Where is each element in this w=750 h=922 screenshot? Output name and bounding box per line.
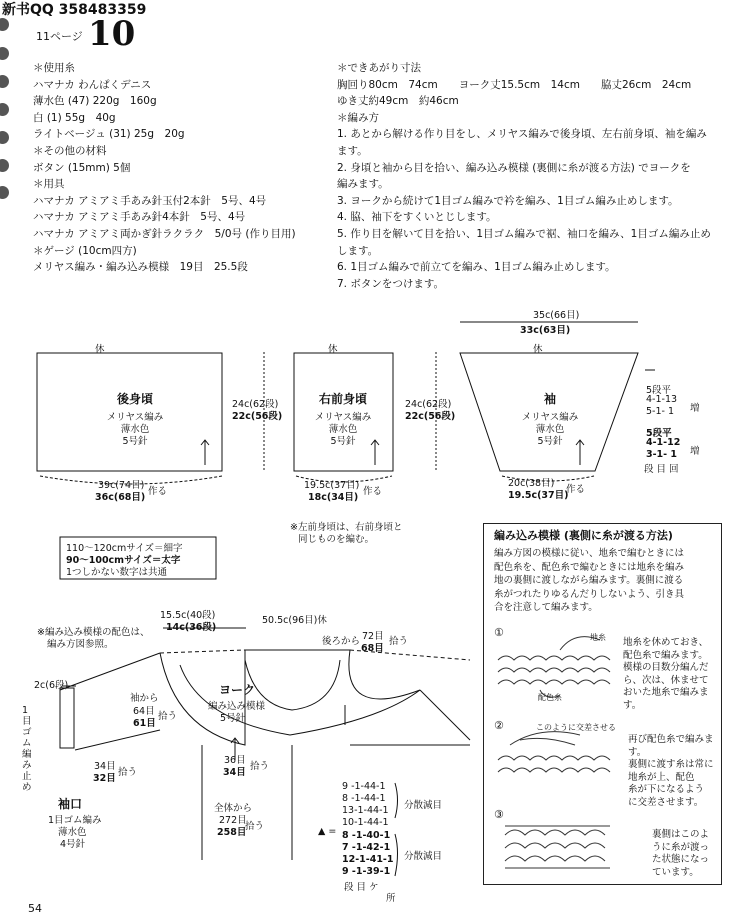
sleeve-pick: 拾う bbox=[158, 711, 178, 722]
step1-ji: 地糸 bbox=[590, 633, 606, 642]
step1-hai: 配色糸 bbox=[538, 693, 562, 702]
sleeve-from: 袖から bbox=[130, 693, 159, 704]
cuff-count-2: 32目 bbox=[93, 773, 116, 784]
cuff-bind-off: 1目ゴム編み止め bbox=[22, 705, 32, 793]
panel-intro-line: 地の裏側に渡しながら編みます。裏側に渡る bbox=[494, 575, 684, 586]
step2-line: 裏側に渡す糸は常に bbox=[628, 759, 714, 770]
step2-line: 再び配色糸で編みま bbox=[628, 734, 714, 745]
sleeve-inc-legend: 段 目 回 bbox=[644, 464, 679, 475]
sleeve-zou-2: 増 bbox=[690, 446, 700, 457]
cuff-needle: 4号針 bbox=[60, 839, 86, 850]
decrease-row: 13-1-44-1 bbox=[342, 805, 389, 816]
back-color: 薄水色 bbox=[120, 424, 150, 435]
decrease-label-2: 分散減目 bbox=[404, 851, 443, 862]
from-back: 後ろから bbox=[322, 636, 361, 647]
panel-intro-line: 糸がつれたりゆるんだりしないよう、引き具 bbox=[494, 588, 685, 600]
yoke-height-2: 14c(36段) bbox=[166, 622, 217, 633]
all-pick: 拾う bbox=[245, 821, 265, 832]
decrease-row: 8 -1-40-1 bbox=[342, 830, 391, 841]
materials-line: ハマナカ アミアミ手あみ針4本針 5号、4号 bbox=[33, 211, 246, 224]
back-width-2: 36c(68目) bbox=[95, 492, 146, 503]
sleeve-inc-5: 4-1-12 bbox=[646, 437, 681, 448]
step1-line: ら、次は、休ませて bbox=[623, 674, 709, 686]
decrease-label-1: 分散減目 bbox=[404, 800, 443, 811]
materials-line: 薄水色 (47) 220g 160g bbox=[33, 95, 157, 108]
step1-line: 地糸を休めておき、 bbox=[623, 637, 709, 648]
yoke-c-pick: 拾う bbox=[250, 761, 270, 772]
yoke-c-2: 34目 bbox=[223, 767, 246, 778]
body-height-2: 22c(56段) bbox=[232, 411, 283, 422]
sleeve-inc-1: 5段平 bbox=[646, 385, 672, 396]
step2-line: 地糸が上、配色 bbox=[628, 771, 695, 783]
cuff-pick: 拾う bbox=[118, 767, 138, 778]
cuff-count-1: 34目 bbox=[94, 761, 116, 772]
panel-intro-line: 合を注意して編みます。 bbox=[494, 602, 598, 613]
step2-line: す。 bbox=[628, 746, 647, 758]
sleeve-needle: 5号針 bbox=[537, 436, 563, 447]
front-width-1: 19.5c(37目) bbox=[304, 480, 360, 491]
back-pick: 拾う bbox=[389, 636, 409, 647]
back-stitch: メリヤス編み bbox=[106, 412, 164, 423]
back-count-1: 72目 bbox=[362, 631, 384, 642]
cuff-height: 2c(6段) bbox=[34, 680, 69, 691]
sleeve-yasumi: 休 bbox=[533, 344, 543, 355]
instruction-line: ゆき丈約49cm 約46cm bbox=[337, 95, 459, 108]
panel-title: 編み込み模様 (裏側に糸が渡る方法) bbox=[494, 529, 673, 542]
instruction-line: 胸回り80cm 74cm ヨーク丈15.5cm 14cm 脇丈26cm 24cm bbox=[337, 78, 692, 91]
sleeve-width-1: 20c(38目) bbox=[508, 478, 555, 489]
instruction-line: 3. ヨークから続けて1目ゴム編みで衿を編み、1目ゴム編み止めします。 bbox=[337, 194, 679, 207]
instruction-line: 5. 作り目を解いて目を拾い、1目ゴム編みで裾、袖口を編み、1目ゴム編み止め bbox=[337, 227, 711, 240]
sleeve-inc-4: 5段平 bbox=[646, 428, 672, 439]
step3-line: 裏側はこのよ bbox=[652, 829, 710, 840]
instruction-line: 6. 1目ゴム編みで前立てを編み、1目ゴム編み止めします。 bbox=[337, 261, 616, 274]
materials-line: ＊その他の材料 bbox=[33, 144, 107, 157]
decrease-row: 8 -1-44-1 bbox=[342, 793, 386, 804]
decrease-row: 9 -1-39-1 bbox=[342, 866, 391, 877]
instruction-line: ＊編み方 bbox=[337, 111, 379, 124]
decrease-row: 9 -1-44-1 bbox=[342, 781, 386, 792]
step1-line: おいた地糸で編みま bbox=[623, 687, 709, 698]
back-count-2: 68目 bbox=[361, 643, 384, 654]
step3-line: ています。 bbox=[652, 866, 699, 878]
yoke-note-2: 編み方図参照。 bbox=[47, 639, 114, 650]
cuff-color: 薄水色 bbox=[58, 827, 87, 838]
front-width-2: 18c(34目) bbox=[308, 492, 359, 503]
materials-line: ライトベージュ (31) 25g 20g bbox=[33, 128, 185, 141]
instruction-line: ＊できあがり寸法 bbox=[337, 62, 421, 74]
sleeve-stitch: メリヤス編み bbox=[521, 412, 579, 423]
front-title: 右前身頃 bbox=[318, 392, 367, 406]
decrease-row: 7 -1-42-1 bbox=[342, 842, 391, 853]
sleeve-top-2: 33c(63目) bbox=[520, 325, 571, 336]
instruction-line: 編みます。 bbox=[337, 178, 389, 191]
neck-yasumi: 50.5c(96目)休 bbox=[262, 615, 327, 626]
step3-line: た状態になっ bbox=[652, 854, 710, 865]
body-height-4: 22c(56段) bbox=[405, 411, 456, 422]
front-stitch: メリヤス編み bbox=[314, 412, 372, 423]
materials-line: ハマナカ アミアミ手あみ針玉付2本針 5号、4号 bbox=[33, 194, 267, 207]
step2-top: このように交差させる bbox=[536, 723, 616, 732]
step2-line: 糸が下になるよう bbox=[628, 784, 705, 795]
instruction-line: 1. あとから解ける作り目をし、メリヤス編みで後身頃、左右前身頃、袖を編み bbox=[337, 128, 707, 141]
instruction-line: します。 bbox=[337, 244, 379, 257]
step1-line: す。 bbox=[623, 699, 642, 711]
materials-line: 白 (1) 55g 40g bbox=[33, 111, 116, 124]
front-tsukuru: 作る bbox=[363, 486, 383, 497]
materials-line: ＊使用糸 bbox=[33, 62, 75, 74]
sleeve-zou-1: 増 bbox=[690, 403, 700, 414]
sleeve-top-1: 35c(66目) bbox=[533, 310, 580, 321]
all-from: 全体から bbox=[214, 803, 253, 814]
decrease-marker: ▲ = bbox=[318, 826, 337, 837]
yoke-height-1: 15.5c(40段) bbox=[160, 610, 216, 621]
cuff-title: 袖口 bbox=[58, 797, 83, 811]
sleeve-inc-2: 4-1-13 bbox=[646, 394, 678, 405]
back-title: 後身頃 bbox=[116, 392, 153, 406]
pattern-number: 10 bbox=[88, 14, 136, 54]
decrease-foot: 段 目 ケ bbox=[344, 882, 379, 893]
step3-line: うに糸が渡っ bbox=[652, 841, 710, 853]
materials-line: ＊ゲージ (10cm四方) bbox=[33, 244, 137, 257]
sleeve-count-1: 64目 bbox=[133, 706, 155, 717]
body-height-1: 24c(62段) bbox=[232, 399, 279, 410]
all-count-1: 272目 bbox=[219, 815, 247, 826]
back-needle: 5号針 bbox=[122, 436, 148, 447]
decrease-row: 12-1-41-1 bbox=[342, 854, 394, 865]
step2-text bbox=[628, 734, 714, 809]
panel-intro-line: 編み方図の模様に従い、地糸で編むときには bbox=[494, 548, 685, 559]
sleeve-count-2: 61目 bbox=[133, 718, 156, 729]
page-number: 54 bbox=[28, 902, 42, 915]
materials-line: ボタン (15mm) 5個 bbox=[33, 161, 131, 174]
yoke-title: ヨーク bbox=[219, 683, 256, 697]
sleeve-tsukuru: 作る bbox=[566, 484, 586, 495]
step1-text bbox=[623, 637, 709, 712]
back-width-1: 39c(74目) bbox=[98, 480, 145, 491]
panel-intro-line: 配色糸を、配色糸で編むときには地糸を編み bbox=[494, 561, 685, 573]
front-needle: 5号針 bbox=[330, 436, 356, 447]
size-legend-3: 1つしかない数字は共通 bbox=[66, 567, 168, 578]
sleeve-width-2: 19.5c(37目) bbox=[508, 490, 569, 501]
instruction-line: 7. ボタンをつけます。 bbox=[337, 277, 445, 290]
step3-text bbox=[652, 829, 709, 879]
step2-line: に交差させます。 bbox=[628, 796, 704, 808]
step2-number: ② bbox=[494, 719, 504, 732]
materials-line: ハマナカ アミアミ両かぎ針ラクラク 5/0号 (作り目用) bbox=[33, 227, 296, 240]
step1-line: 模様の目数分編んだ bbox=[623, 662, 709, 673]
back-tsukuru: 作る bbox=[148, 486, 168, 497]
front-color: 薄水色 bbox=[328, 424, 358, 435]
front-yasumi: 休 bbox=[328, 344, 338, 355]
qq-watermark: 新书QQ 358483359 bbox=[2, 2, 147, 18]
materials-line: メリヤス編み・編み込み模様 19目 25.5段 bbox=[33, 261, 248, 274]
yoke-c-1: 36目 bbox=[224, 755, 246, 766]
size-legend-2: 90〜100cmサイズ＝太字 bbox=[66, 555, 181, 566]
left-front-note-2: 同じものを編む。 bbox=[298, 534, 375, 545]
instruction-line: ます。 bbox=[337, 144, 368, 157]
sleeve-color: 薄水色 bbox=[535, 424, 565, 435]
sleeve-inc-3: 5-1- 1 bbox=[646, 406, 675, 417]
sleeve-title: 袖 bbox=[543, 392, 556, 406]
step3-number: ③ bbox=[494, 808, 504, 821]
materials-line: ＊用具 bbox=[33, 178, 65, 191]
page-ref: 11ページ bbox=[36, 30, 83, 43]
yoke-needle: 5号針 bbox=[220, 713, 246, 724]
instruction-line: 4. 脇、袖下をすくいとじします。 bbox=[337, 211, 497, 224]
cuff-stitch: 1目ゴム編み bbox=[48, 815, 102, 826]
yoke-stitch: 編み込み模様 bbox=[208, 701, 266, 712]
left-front-note-1: ※左前身頃は、右前身頃と bbox=[290, 522, 403, 533]
instruction-line: 2. 身頃と袖から目を拾い、編み込み模様 (裏側に糸が渡る方法) でヨークを bbox=[337, 161, 691, 174]
step1-line: 配色糸で編みます。 bbox=[623, 649, 708, 661]
decrease-foot-2: 所 bbox=[386, 893, 396, 904]
back-yasumi: 休 bbox=[95, 344, 105, 355]
yoke-note-1: ※編み込み模様の配色は、 bbox=[37, 627, 150, 638]
step1-number: ① bbox=[494, 626, 504, 639]
decrease-row: 10-1-44-1 bbox=[342, 817, 389, 828]
materials-line: ハマナカ わんぱくデニス bbox=[33, 78, 152, 91]
all-count-2: 258目 bbox=[217, 827, 247, 838]
size-legend-1: 110〜120cmサイズ＝細字 bbox=[66, 543, 183, 554]
sleeve-inc-6: 3-1- 1 bbox=[646, 449, 678, 460]
body-height-3: 24c(62段) bbox=[405, 399, 452, 410]
